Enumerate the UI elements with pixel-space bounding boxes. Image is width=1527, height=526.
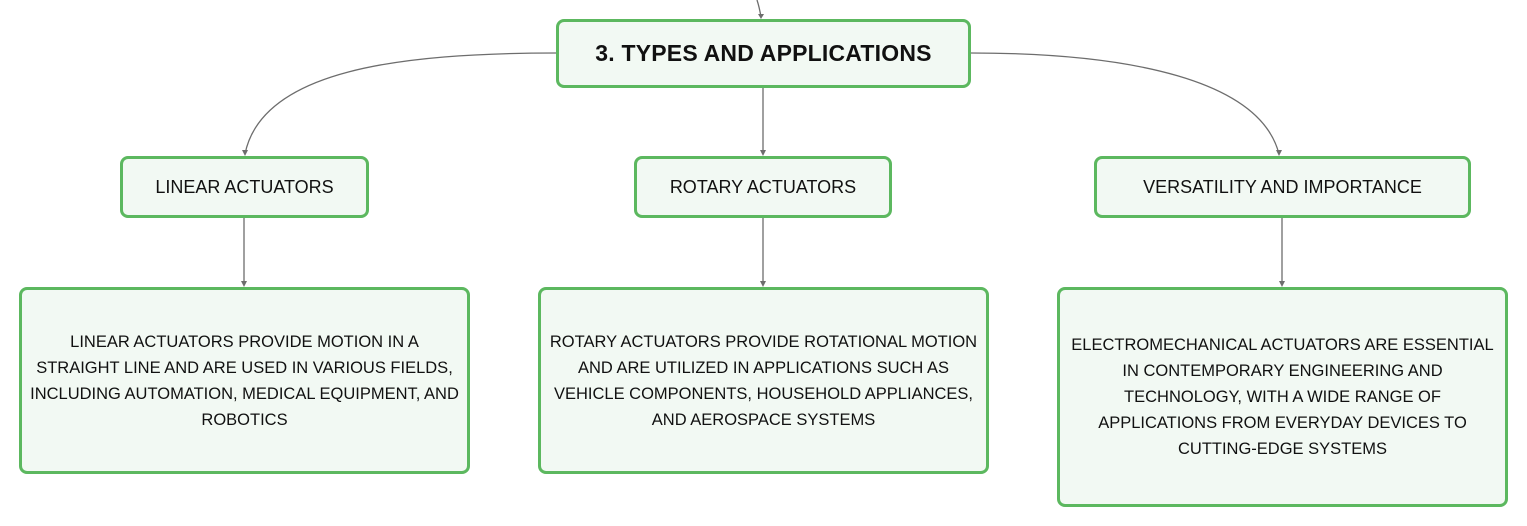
branch-label-rotary-actuators: ROTARY ACTUATORS [669,176,857,197]
connector-root-to-linear [245,53,556,154]
detail-text-linear-actuators: LINEAR ACTUATORS PROVIDE MOTION IN A STRAIGHT LINE AND ARE USED IN VARIOUS FIELDS, INCLUDING AUTOMATION, MEDICAL EQUIPMENT, AND ROBOTICS [30,332,459,429]
root-node[interactable] [556,19,971,88]
branch-node-linear-actuators[interactable] [120,156,369,218]
detail-node-rotary-actuators[interactable] [538,287,989,474]
branch-node-versatility-importance[interactable] [1094,156,1471,218]
detail-node-linear-actuators[interactable] [19,287,470,474]
branch-node-rotary-actuators[interactable] [634,156,892,218]
connector-root-to-versatility [971,53,1279,154]
branch-label-versatility-importance: VERSATILITY AND IMPORTANCE [1143,176,1422,197]
detail-text-rotary-actuators: ROTARY ACTUATORS PROVIDE ROTATIONAL MOTION AND ARE UTILIZED IN APPLICATIONS SUCH AS VEHICLE COMPONENTS, HOUSEHOLD APPLIANCES, AND AEROSPACE SYSTEMS [549,332,978,429]
detail-node-versatility-importance[interactable] [1057,287,1508,507]
root-node-label: 3. TYPES AND APPLICATIONS [595,40,932,66]
branch-label-linear-actuators: LINEAR ACTUATORS [155,176,334,197]
detail-text-versatility-importance: ELECTROMECHANICAL ACTUATORS ARE ESSENTIAL IN CONTEMPORARY ENGINEERING AND TECHNOLOGY, WITH A WIDE RANGE OF APPLICATIONS FROM EVERYDAY DEVICES TO CUTTING-EDGE SYSTEMS [1071,336,1494,458]
